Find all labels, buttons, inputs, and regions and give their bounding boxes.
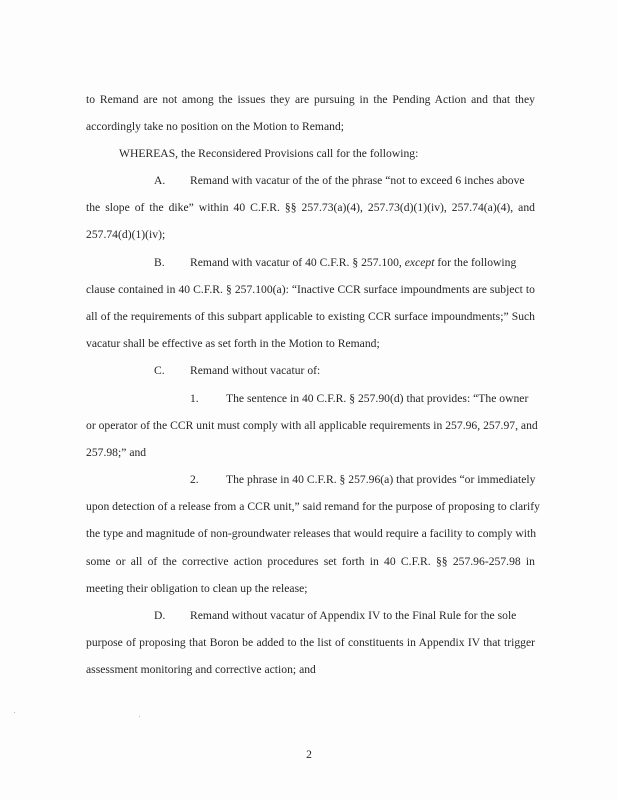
emphasis-text: except (404, 256, 435, 269)
text-line: or operator of the CCR unit must comply with all applicable requirements in 257.96, 257.97, and (86, 419, 538, 432)
text-line: accordingly take no position on the Motion to Remand; (86, 120, 345, 133)
text-line: clause contained in 40 C.F.R. § 257.100(a): “Inactive CCR surface impoundments are subject to (86, 283, 535, 296)
text-line: all of the requirements of this subpart applicable to existing CCR surface impoundments;” Such (86, 310, 535, 323)
page-number: 2 (306, 748, 312, 761)
text-line: some or all of the corrective action procedures set forth in 40 C.F.R. §§ 257.96-257.98 in (86, 555, 535, 568)
text-line: 257.74(d)(1)(iv); (86, 228, 166, 241)
text-line: to Remand are not among the issues they are pursuing in the Pending Action and that they (86, 93, 535, 106)
whereas-clause: WHEREAS, the Reconsidered Provisions call for the following: (119, 147, 419, 160)
subitem-label-2: 2. (190, 473, 199, 486)
text-line: vacatur shall be effective as set forth in the Motion to Remand; (86, 337, 380, 350)
text-line: The sentence in 40 C.F.R. § 257.90(d) that provides: “The owner (226, 392, 529, 405)
text-line: the slope of the dike” within 40 C.F.R. §§ 257.73(a)(4), 257.73(d)(1)(iv), 257.74(a)(4), and (86, 201, 535, 214)
text-line (190, 256, 516, 270)
subitem-label-1: 1. (190, 392, 199, 405)
text-line: assessment monitoring and corrective action; and (86, 663, 316, 676)
text-line: meeting their obligation to clean up the release; (86, 582, 308, 595)
text-line: The phrase in 40 C.F.R. § 257.96(a) that provides “or immediately (226, 473, 536, 486)
text-line: Remand without vacatur of: (190, 364, 321, 377)
text-line: the type and magnitude of non-groundwater releases that would require a facility to comply with (86, 527, 537, 540)
item-label-a: A. (154, 174, 166, 187)
text-line: upon detection of a release from a CCR unit,” said remand for the purpose of proposing to clarify (86, 500, 540, 513)
text-run: Remand with vacatur of 40 C.F.R. § 257.100, (190, 256, 402, 269)
text-run: for the following (437, 256, 517, 269)
text-line: purpose of proposing that Boron be added to the list of constituents in Appendix IV that trigger (86, 636, 535, 649)
text-line: Remand without vacatur of Appendix IV to the Final Rule for the sole (190, 609, 517, 622)
scan-speck (14, 712, 15, 713)
scan-speck (139, 716, 140, 717)
text-line: Remand with vacatur of the of the phrase “not to exceed 6 inches above (190, 174, 525, 187)
item-label-c: C. (154, 364, 165, 377)
text-line: 257.98;” and (86, 446, 147, 459)
item-label-d: D. (154, 609, 166, 622)
item-label-b: B. (154, 256, 165, 269)
